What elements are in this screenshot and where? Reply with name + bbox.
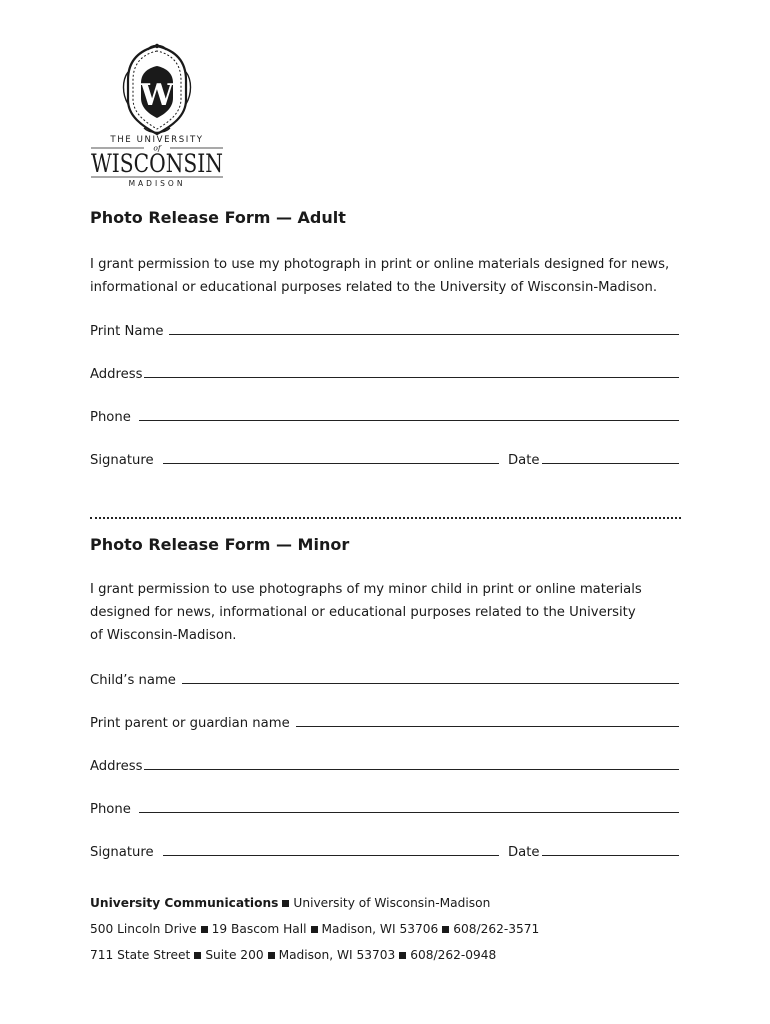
uw-crest-icon xyxy=(88,42,226,188)
minor-signature-line[interactable] xyxy=(163,855,499,856)
minor-address-line[interactable] xyxy=(144,769,679,770)
adult-print-name-label: Print Name xyxy=(90,324,164,339)
footer-university: University of Wisconsin-Madison xyxy=(293,896,491,910)
adult-date-label: Date xyxy=(508,453,540,468)
minor-date-label: Date xyxy=(508,845,540,860)
adult-signature-line[interactable] xyxy=(163,463,499,464)
section-divider xyxy=(90,517,681,519)
adult-signature-row xyxy=(90,448,679,468)
square-bullet-icon xyxy=(268,952,275,959)
logo-wordmark: WISCONSIN xyxy=(91,149,223,178)
footer-org-line xyxy=(90,896,490,910)
adult-form-title: Photo Release Form — Adult xyxy=(90,208,346,227)
logo-of: of xyxy=(153,143,161,153)
minor-phone-label: Phone xyxy=(90,802,131,817)
minor-signature-row xyxy=(90,840,679,860)
minor-phone-field[interactable] xyxy=(90,797,679,817)
minor-phone-line[interactable] xyxy=(139,812,679,813)
footer-phone-2: 608/262-0948 xyxy=(410,948,497,962)
minor-date-line[interactable] xyxy=(542,855,679,856)
adult-permission-text: I grant permission to use my photograph in print or online materials designed for news, informational or educational purposes related to the University of Wisconsin-Madison. xyxy=(90,257,670,295)
minor-permission-text: I grant permission to use photographs of my minor child in print or online materials designed for news, informational or educational purposes related to the University of Wisconsin-Madison. xyxy=(90,582,642,643)
square-bullet-icon xyxy=(282,900,289,907)
minor-form-title: Photo Release Form — Minor xyxy=(90,535,350,554)
square-bullet-icon xyxy=(201,926,208,933)
crest-letter: W xyxy=(140,78,174,113)
university-logo xyxy=(88,42,226,188)
adult-print-name-field[interactable] xyxy=(90,319,679,339)
footer-city-2: Madison, WI 53703 xyxy=(278,948,396,962)
guardian-name-field[interactable] xyxy=(90,711,679,731)
adult-phone-field[interactable] xyxy=(90,405,679,425)
adult-print-name-line[interactable] xyxy=(169,334,679,335)
square-bullet-icon xyxy=(194,952,201,959)
child-name-label: Child’s name xyxy=(90,673,176,688)
adult-date-field[interactable] xyxy=(508,448,679,468)
adult-address-line[interactable] xyxy=(144,377,679,378)
adult-signature-label: Signature xyxy=(90,453,154,468)
footer-building-1: 19 Bascom Hall xyxy=(211,922,307,936)
minor-signature-label: Signature xyxy=(90,845,154,860)
guardian-name-line[interactable] xyxy=(296,726,679,727)
minor-address-label: Address xyxy=(90,759,143,774)
child-name-field[interactable] xyxy=(90,668,679,688)
adult-address-label: Address xyxy=(90,367,143,382)
footer-suite-2: Suite 200 xyxy=(205,948,264,962)
square-bullet-icon xyxy=(399,952,406,959)
footer-phone-1: 608/262-3571 xyxy=(453,922,540,936)
adult-phone-label: Phone xyxy=(90,410,131,425)
footer-org: University Communications xyxy=(90,896,279,910)
child-name-line[interactable] xyxy=(182,683,679,684)
adult-date-line[interactable] xyxy=(542,463,679,464)
footer-address-line-2 xyxy=(90,948,496,962)
adult-address-field[interactable] xyxy=(90,362,679,382)
footer-address-line-1 xyxy=(90,922,539,936)
guardian-name-label: Print parent or guardian name xyxy=(90,716,290,731)
logo-line3: MADISON xyxy=(128,179,186,188)
square-bullet-icon xyxy=(311,926,318,933)
footer-city-1: Madison, WI 53706 xyxy=(321,922,439,936)
adult-signature-field[interactable] xyxy=(90,448,499,468)
minor-signature-field[interactable] xyxy=(90,840,499,860)
square-bullet-icon xyxy=(442,926,449,933)
adult-phone-line[interactable] xyxy=(139,420,679,421)
minor-date-field[interactable] xyxy=(508,840,679,860)
footer-street-2: 711 State Street xyxy=(90,948,191,962)
footer-street-1: 500 Lincoln Drive xyxy=(90,922,197,936)
minor-address-field[interactable] xyxy=(90,754,679,774)
logo-line1: THE UNIVERSITY xyxy=(110,135,204,145)
